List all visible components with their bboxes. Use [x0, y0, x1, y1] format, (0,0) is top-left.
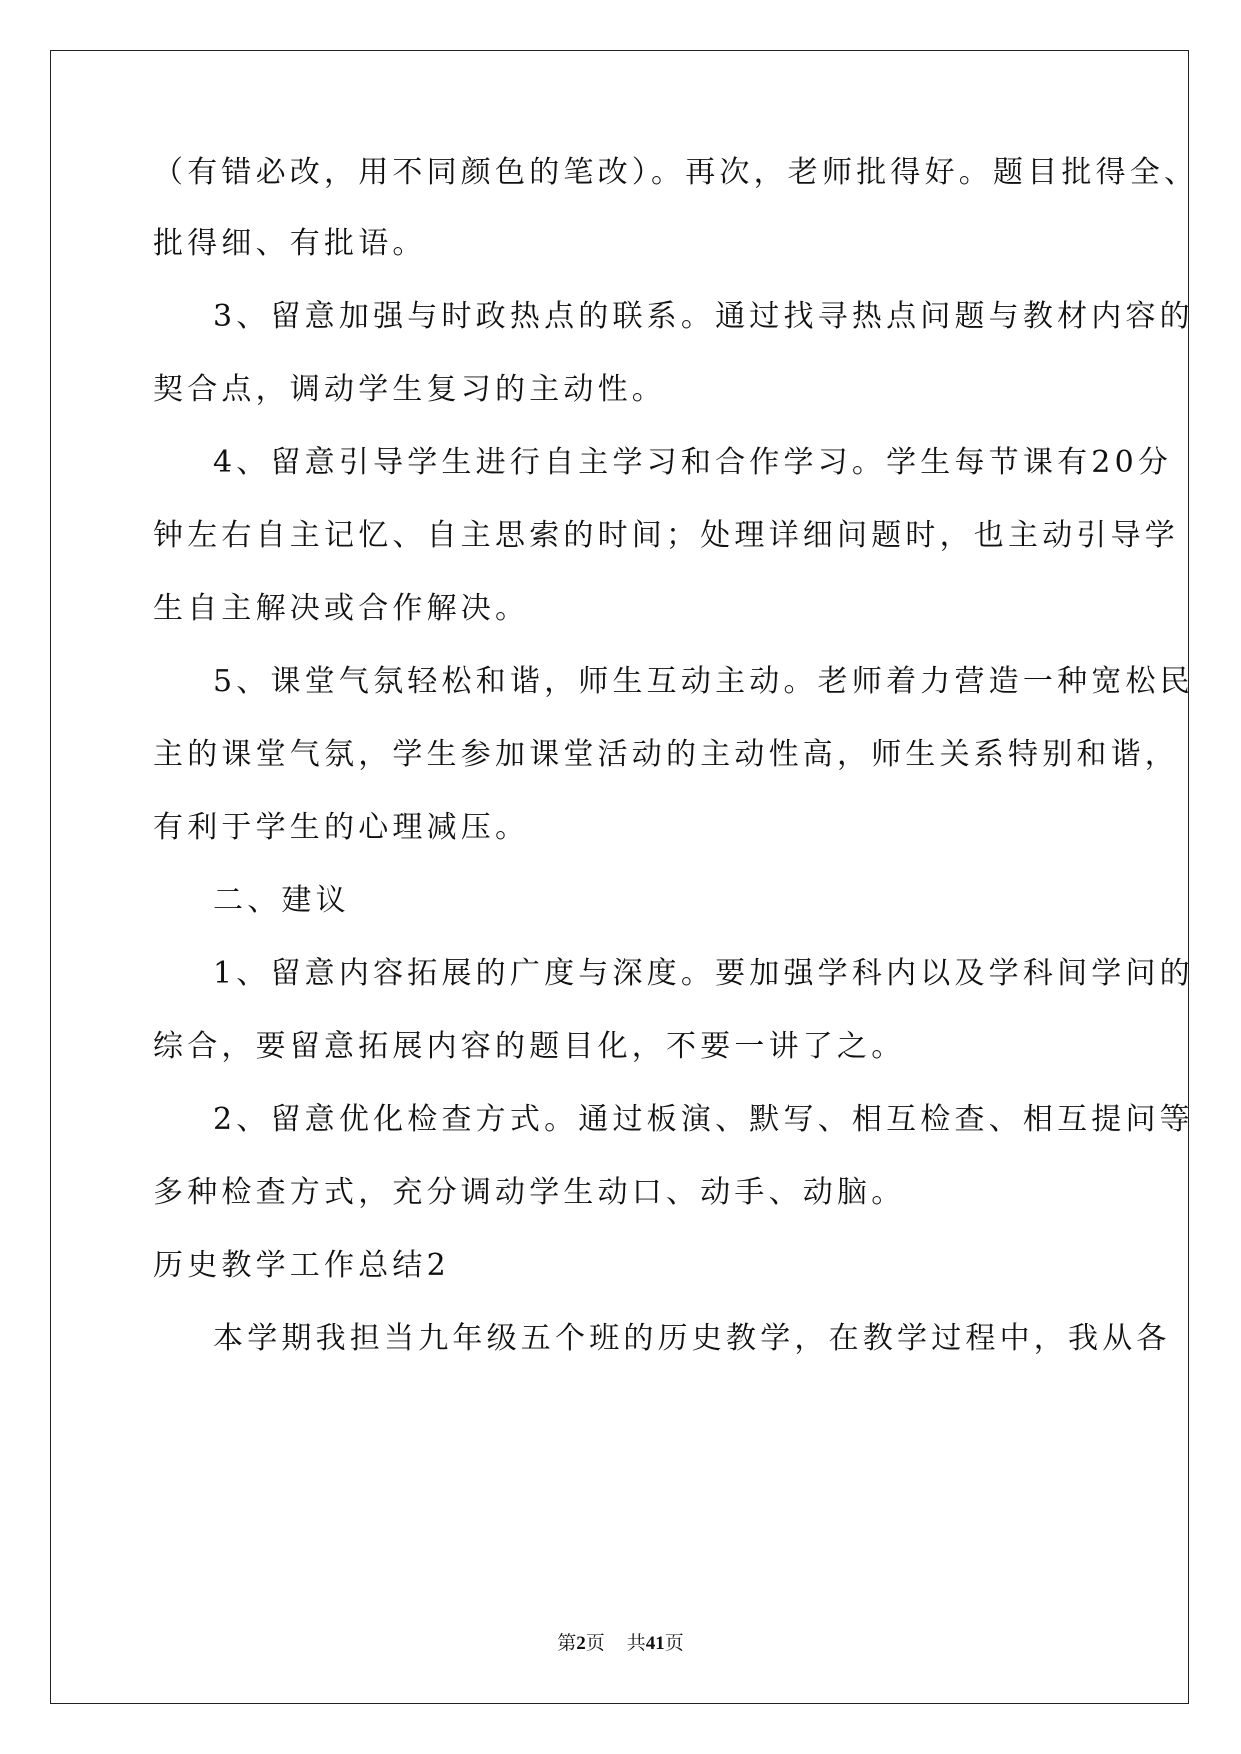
paragraph-line: 1、留意内容拓展的广度与深度。要加强学科内以及学科间学问的 [213, 956, 1194, 991]
page-number: 2 [576, 1633, 586, 1654]
paragraph-line: 综合，要留意拓展内容的题目化，不要一讲了之。 [153, 1029, 906, 1064]
section-heading: 二、建议 [213, 883, 350, 918]
paragraph-line: 5、课堂气氛轻松和谐，师生互动主动。老师着力营造一种宽松民 [213, 664, 1194, 699]
page-prefix: 第 [557, 1633, 577, 1654]
paragraph-line: 钟左右自主记忆、自主思索的时间；处理详细问题时，也主动引导学 [153, 518, 1179, 553]
paragraph-line: 有利于学生的心理减压。 [153, 810, 530, 845]
paragraph-line: 4、留意引导学生进行自主学习和合作学习。学生每节课有20分 [213, 445, 1173, 480]
paragraph-line: 生自主解决或合作解决。 [153, 591, 530, 626]
total-suffix: 页 [664, 1633, 684, 1654]
page-footer [0, 1632, 1241, 1656]
document-title: 历史教学工作总结2 [153, 1248, 450, 1283]
paragraph-line: 多种检查方式，充分调动学生动口、动手、动脑。 [153, 1175, 906, 1210]
paragraph-line: 主的课堂气氛，学生参加课堂活动的主动性高，师生关系特别和谐， [153, 737, 1179, 772]
paragraph-line: 3、留意加强与时政热点的联系。通过找寻热点问题与教材内容的 [213, 299, 1194, 334]
total-pages: 41 [645, 1633, 665, 1654]
paragraph-line: （有错必改，用不同颜色的笔改）。再次，老师批得好。题目批得全、 [153, 155, 1199, 190]
page-suffix: 页 [585, 1633, 605, 1654]
paragraph-line: 契合点，调动学生复习的主动性。 [153, 372, 666, 407]
total-prefix: 共 [626, 1633, 646, 1654]
paragraph-line: 2、留意优化检查方式。通过板演、默写、相互检查、相互提问等 [213, 1102, 1194, 1137]
paragraph-line: 本学期我担当九年级五个班的历史教学，在教学过程中，我从各 [213, 1321, 1171, 1356]
paragraph-line: 批得细、有批语。 [153, 226, 427, 261]
